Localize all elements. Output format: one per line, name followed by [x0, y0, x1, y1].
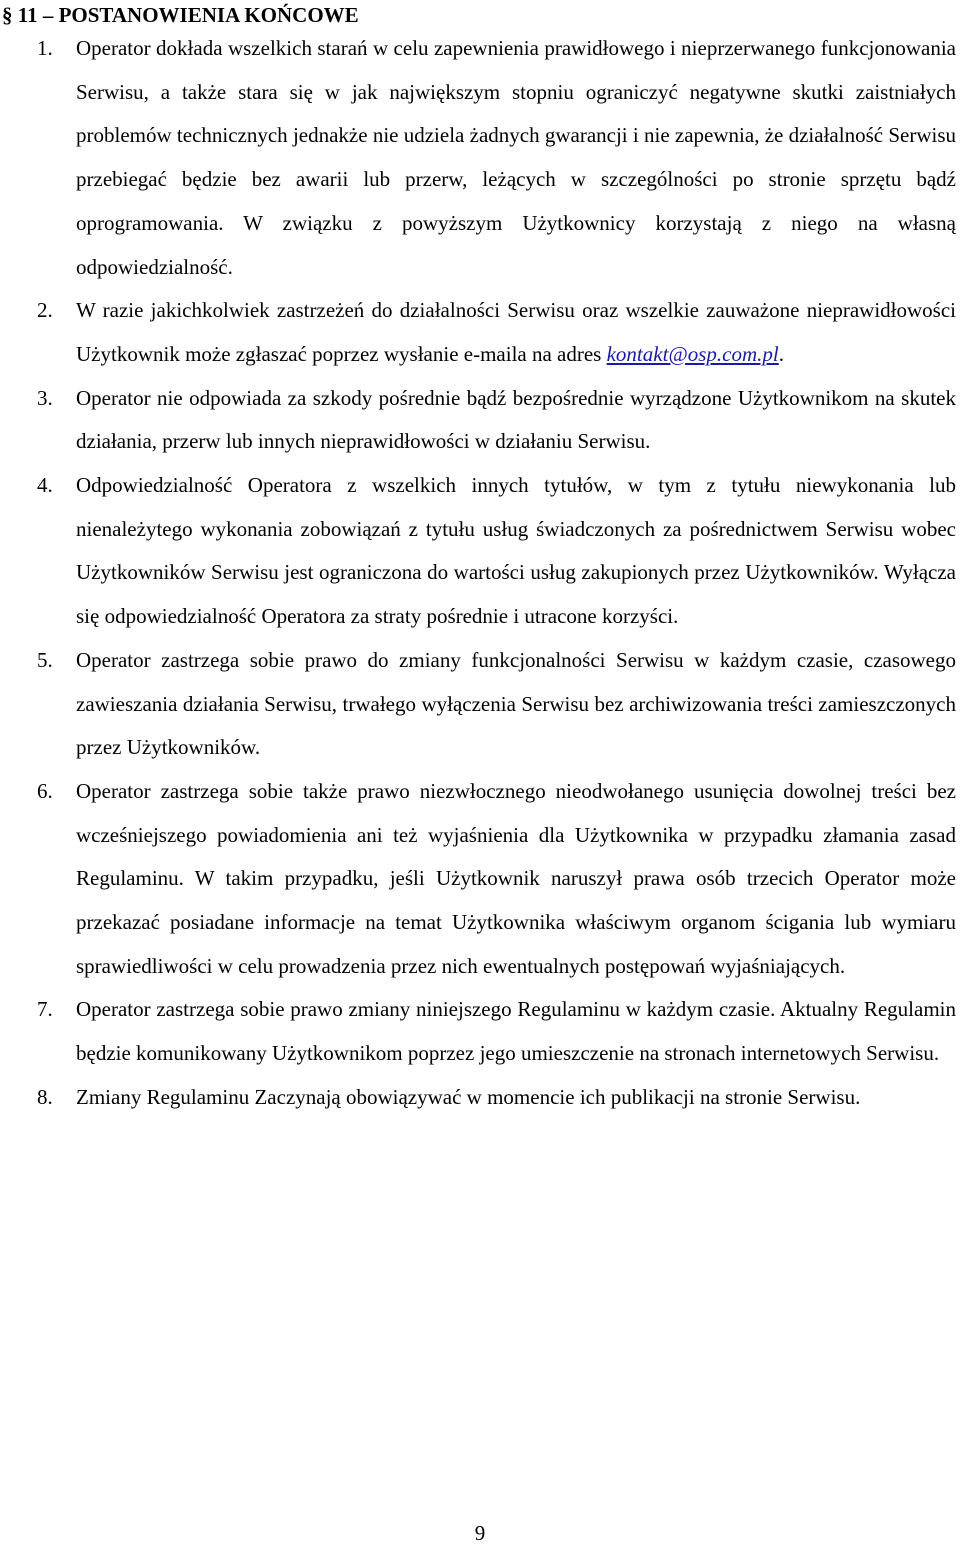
- item-number: 1.: [37, 36, 53, 60]
- list-item-1: [0, 27, 956, 289]
- section-heading: § 11 – POSTANOWIENIA KOŃCOWE: [2, 3, 359, 27]
- item-text: Operator zastrzega sobie prawo zmiany niniejszego Regulaminu w każdym czasie. Aktualny Regulamin będzie komunikowany Użytkownikom poprzez jego umieszczenie na stronach internetowych Serwisu.: [76, 997, 956, 1066]
- item-number: 2.: [37, 298, 53, 323]
- item-text: Odpowiedzialność Operatora z wszelkich innych tytułów, w tym z tytułu niewykonania lub nienależytego wykonania zobowiązań z tytułu usług świadczonych za pośrednictwem Serwisu wobec Użytkowników Serwisu jest ograniczona do wartości usług zakupionych przez Użytkowników. Wyłącza się odpowiedzialność Operatora za straty pośrednie i utracone korzyści.: [76, 473, 956, 629]
- item-text: Zmiany Regulaminu Zaczynają obowiązywać w momencie ich publikacji na stronie Serwisu.: [76, 1084, 861, 1109]
- item-text-after-link: .: [778, 341, 784, 366]
- provisions-list: [0, 27, 956, 1120]
- list-item-7: [0, 988, 956, 1075]
- list-item-5: [0, 639, 956, 770]
- item-number: 5.: [37, 647, 53, 672]
- page-number: 9: [474, 1521, 486, 1545]
- item-text: [76, 289, 956, 376]
- item-number: 6.: [37, 778, 53, 803]
- item-text: Operator nie odpowiada za szkody pośrednie bądź bezpośrednie wyrządzone Użytkownikom na skutek działania, przerw lub innych nieprawidłowości w działaniu Serwisu.: [76, 385, 956, 454]
- item-number: 8.: [37, 1084, 53, 1109]
- item-text: Operator zastrzega sobie prawo do zmiany funkcjonalności Serwisu w każdym czasie, czasowego zawieszania działania Serwisu, trwałego wyłączenia Serwisu bez archiwizowania treści zamieszczonych przez Użytkowników.: [76, 647, 956, 760]
- item-text: Operator zastrzega sobie także prawo niezwłocznego nieodwołanego usunięcia dowolnej treści bez wcześniejszego powiadomienia ani też wyjaśnienia dla Użytkownika w przypadku złamania zasad Regulaminu. W takim przypadku, jeśli Użytkownik naruszył prawa osób trzecich Operator może przekazać posiadane informacje na temat Użytkownika właściwym organom ścigania lub wymiaru sprawiedliwości w celu prowadzenia przez nich ewentualnych postępowań wyjaśniających.: [76, 778, 956, 978]
- item-number: 4.: [37, 473, 53, 498]
- item-number: 7.: [37, 997, 53, 1022]
- list-item-2: [0, 289, 956, 376]
- email-link[interactable]: kontakt@osp.com.pl: [606, 341, 779, 366]
- list-item-8: [0, 1076, 956, 1120]
- list-item-3: [0, 377, 956, 464]
- list-item-6: [0, 770, 956, 989]
- item-number: 3.: [37, 385, 53, 410]
- item-text-before-link: W razie jakichkolwiek zastrzeżeń do działalności Serwisu oraz wszelkie zauważone nieprawidłowości Użytkownik może zgłaszać poprzez wysłanie e-maila na adres: [76, 298, 956, 366]
- list-item-4: [0, 464, 956, 639]
- item-text: Operator dokłada wszelkich starań w celu zapewnienia prawidłowego i nieprzerwanego funkcjonowania Serwisu, a także stara się w jak największym stopniu ograniczyć negatywne skutki zaistniałych problemów technicznych jednakże nie udziela żadnych gwarancji i nie zapewnia, że działalność Serwisu przebiegać będzie bez awarii lub przerw, leżących w szczególności po stronie sprzętu bądź oprogramowania. W związku z powyższym Użytkownicy korzystają z niego na własną odpowiedzialność.: [76, 36, 956, 279]
